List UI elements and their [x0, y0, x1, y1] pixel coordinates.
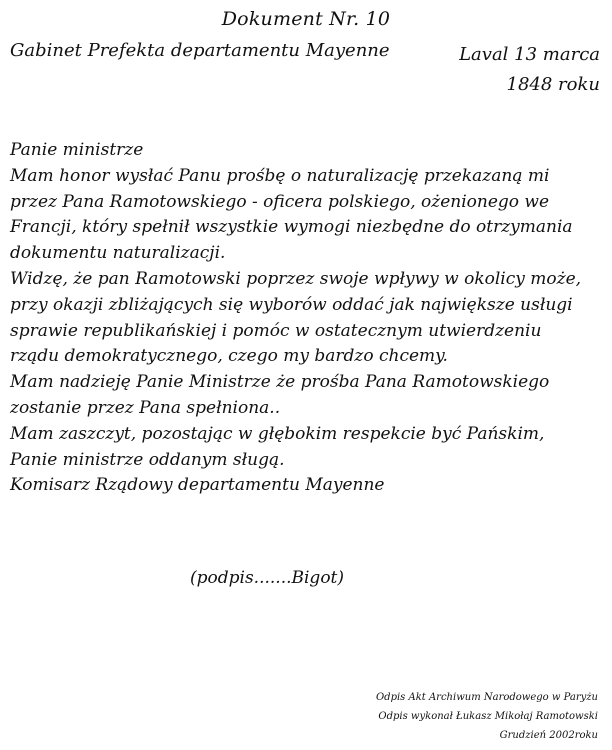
salutation: Panie ministrze	[10, 140, 144, 160]
office-heading: Gabinet Prefekta departamentu Mayenne	[10, 40, 390, 61]
date-line	[459, 40, 600, 100]
letter-paragraph: Mam nadzieję Panie Ministrze że prośba Pana Ramotowskiego zostanie przez Pana spełniona..	[10, 372, 550, 418]
letter-paragraph: Mam zaszczyt, pozostając w głębokim respekcie być Pańskim, Panie ministrze oddanym sługą.	[10, 423, 545, 470]
date-place: Laval 13 marca	[459, 44, 600, 65]
signature: (podpis.......Bigot)	[190, 568, 345, 588]
date-year: 1848 roku	[506, 74, 600, 95]
footer-note	[376, 688, 598, 745]
letter-body	[10, 138, 590, 499]
document-title: Dokument Nr. 10	[221, 8, 391, 30]
letter-paragraph: Mam honor wysłać Panu prośbę o naturalizację przekazaną mi przez Pana Ramotowskiego - oficera polskiego, ożenionego we Francji, który spełnił wszystkie wymogi niezbędne do otrzymania dokumentu naturalizacji.	[10, 165, 573, 264]
footer-note-line: Grudzień 2002roku	[499, 730, 598, 741]
footer-note-line: Odpis wykonał Łukasz Mikołaj Ramotowski	[378, 711, 598, 722]
sender-title: Komisarz Rządowy departamentu Mayenne	[10, 475, 385, 496]
letter-paragraph: Widzę, że pan Ramotowski poprzez swoje wpływy w okolicy może, przy okazji zbliżających się wyborów oddać jak największe usługi sprawie republikańskiej i pomóc w ostatecznym utwierdzeniu rządu demokratycznego, czego my bardzo chcemy.	[10, 268, 582, 367]
footer-note-line: Odpis Akt Archiwum Narodowego w Paryżu	[375, 692, 598, 703]
